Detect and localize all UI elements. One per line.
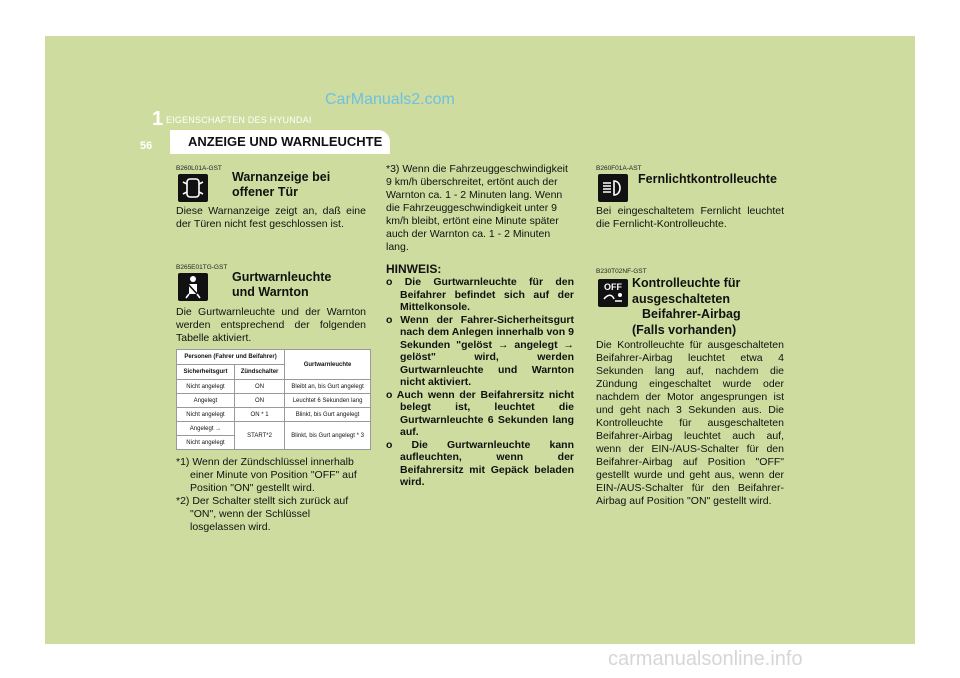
table-cell: Blinkt, bis Gurt angelegt [285,408,371,422]
table-cell: Bleibt an, bis Gurt angelegt [285,380,371,394]
table-row [177,380,371,394]
table-cell: Blinkt, bis Gurt angelegt * 3 [285,422,371,450]
table-cell: Nicht angelegt [177,436,235,450]
airbag-off-icon [598,279,628,307]
section-title: ANZEIGE UND WARNLEUCHTE [170,130,390,154]
belt-title: Gurtwarnleuchte und Warnton [232,270,332,299]
list-item: o Auch wenn der Beifahrersitz nicht belegt ist, leuchtet die Gurtwarnleuchte 6 Sekunden lang auf. [386,388,574,438]
table-row [177,350,371,365]
door-text: Diese Warnanzeige zeigt an, daß eine der Türen nicht fest geschlossen ist. [176,205,366,230]
door-code: B260L01A-GST [176,165,222,172]
table-cell: Nicht angelegt [177,408,235,422]
footnote-2: *2) Der Schalter stellt sich zurück auf "ON", wenn der Schlüssel losgelassen wird. [176,495,349,533]
list-item: o Wenn der Fahrer-Sicherheitsgurt nach dem Anlegen innerhalb von 9 Sekunden "gelöst → angelegt → gelöst" wird, werden Gurtwarnleuchte und Warnton nicht aktiviert. [386,313,574,388]
table-row [177,394,371,408]
table-cell: Nicht angelegt [177,380,235,394]
footnotes-left [176,456,366,534]
airbag-code: B230T02NF-GST [596,268,647,275]
footnote-1: *1) Wenn der Zündschlüssel innerhalb einer Minute von Position "OFF" auf Position "ON" gestellt wird. [176,456,357,494]
highbeam-text: Bei eingeschaltetem Fernlicht leuchtet die Fernlicht-Kontrolleuchte. [596,205,784,230]
hinweis-list [386,276,574,489]
footer-watermark[interactable]: carmanualsonline.info [608,648,803,670]
belt-code: B265E01TG-GST [176,264,228,271]
watermark-link[interactable]: CarManuals2.com [325,91,455,108]
chapter-title: EIGENSCHAFTEN DES HYUNDAI [166,115,312,125]
belt-text: Die Gurtwarnleuchte und der Warnton werden entsprechend der folgenden Tabelle aktiviert. [176,306,366,344]
table-cell: Angelegt [177,394,235,408]
door-open-icon [178,174,208,202]
chapter-number: 1 [152,108,164,130]
table-cell: START*2 [234,422,284,450]
table-cell: ON * 1 [234,408,284,422]
table-cell: ON [234,380,284,394]
page-number: 56 [140,140,153,152]
footnote-3: *3) Wenn die Fahrzeuggeschwindigkeit 9 km/h überschreitet, ertönt auch der Warnton ca. 1 - 2 Minuten lang. Wenn die Fahrzeuggeschwindigkeit unter 9 km/h bleibt, ertönt eine Minute später auch der Warnton ca. 1 - 2 Minuten lang. [386,163,568,253]
highbeam-code: B260F01A-AST [596,165,642,172]
table-cell: Angelegt → [177,422,235,436]
table-cell: ON [234,394,284,408]
table-group-header: Personen (Fahrer und Beifahrer) [177,350,285,365]
high-beam-icon [598,174,628,202]
table-col1-header: Sicherheitsgurt [177,365,235,380]
table-col3-header: Gurtwarnleuchte [285,350,371,380]
highbeam-title: Fernlichtkontrolleuchte [638,172,777,186]
table-row [177,422,371,436]
table-col2-header: Zündschalter [234,365,284,380]
door-title: Warnanzeige bei offener Tür [232,170,331,199]
hinweis-title: HINWEIS: [386,262,442,276]
table-row [177,408,371,422]
list-item: o Die Gurtwarnleuchte kann aufleuchten, wenn der Beifahrersitz mit Gepäck beladen wird. [386,438,574,488]
list-item: o Die Gurtwarnleuchte für den Beifahrer befindet sich auf der Mittelkonsole. [386,276,574,313]
table-cell: Leuchtet 6 Sekunden lang [285,394,371,408]
airbag-title: Kontrolleuchte für ausgeschalteten Beifahrer-Airbag (Falls vorhanden) [632,276,741,337]
airbag-text: Die Kontrolleuchte für ausgeschalteten Beifahrer-Airbag leuchtet etwa 4 Sekunden lang auf, nachdem die Zündung eingeschaltet wurde oder nachdem der Motor angesprungen ist und geht nach 3 Sekunden aus. Die Kontrolleuchte für ausgeschalteten Beifahrer-Airbag leuchtet auch auf, wenn der EIN-/AUS-Schalter für den Beifahrer-Airbag auf Position "OFF" gestellt wurde und geht aus, wenn der EIN-/AUS-Schalter für den Beifahrer-Airbag auf Position "ON" gestellt wird. [596,339,784,507]
belt-table [176,349,371,450]
svg-text:OFF: OFF [604,282,622,292]
seatbelt-icon [178,273,208,301]
